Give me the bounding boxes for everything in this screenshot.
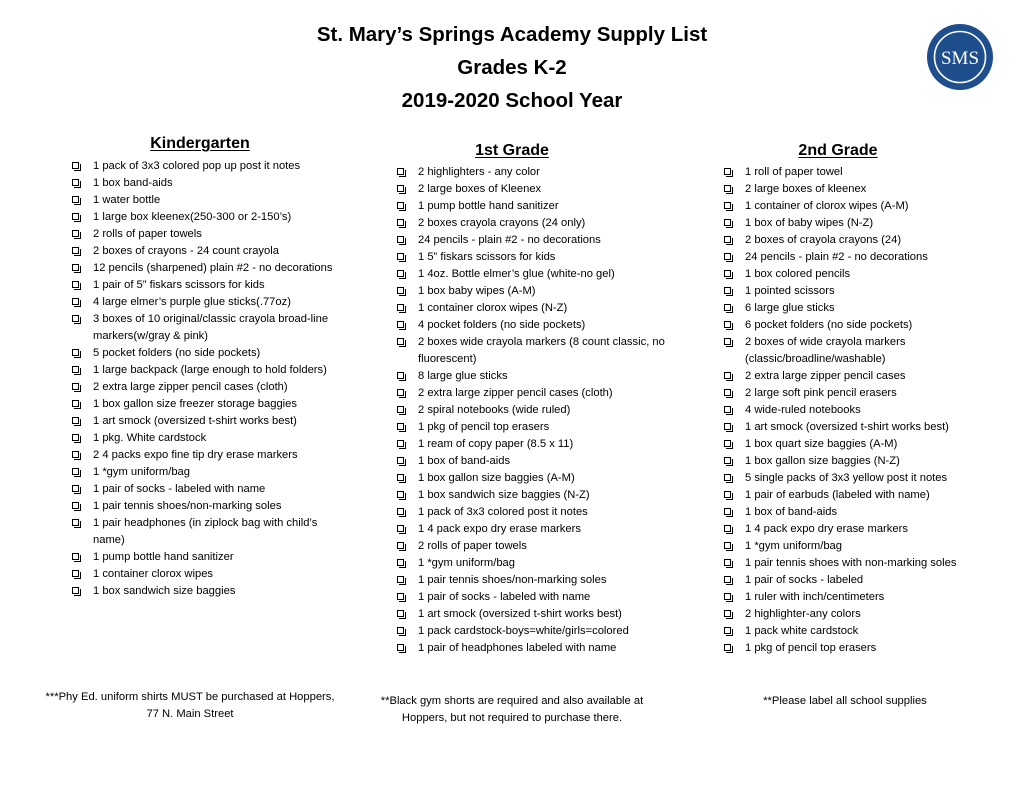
checkbox-icon — [72, 247, 79, 254]
checkbox-icon — [724, 270, 731, 277]
checkbox-icon — [72, 451, 79, 458]
checkbox-icon — [397, 338, 404, 345]
supply-item-text: 1 5” fiskars scissors for kids — [418, 251, 556, 263]
checkbox-icon — [72, 383, 79, 390]
supply-item — [72, 379, 344, 396]
checkbox-icon — [397, 236, 404, 243]
supply-item — [397, 504, 697, 521]
supply-item-text: 1 ruler with inch/centimeters — [745, 591, 885, 603]
supply-item-text: 1 4 pack expo dry erase markers — [418, 523, 581, 535]
supply-item-text: 2 highlighter-any colors — [745, 608, 861, 620]
checkbox-icon — [724, 236, 731, 243]
supply-item — [72, 226, 344, 243]
kindergarten-heading: Kindergarten — [150, 135, 250, 152]
supply-item — [397, 453, 697, 470]
grades-subtitle: Grades K-2 — [457, 56, 567, 79]
supply-item — [724, 385, 1006, 402]
checkbox-icon — [397, 219, 404, 226]
supply-item — [397, 521, 697, 538]
checkbox-icon — [397, 440, 404, 447]
supply-item-text: 4 pocket folders (no side pockets) — [418, 319, 586, 331]
supply-item-text: 1 pair tennis shoes with non-marking soles — [745, 557, 957, 569]
supply-item-text: 1 large backpack (large enough to hold folders) — [93, 364, 327, 376]
checkbox-icon — [72, 281, 79, 288]
checkbox-icon — [724, 338, 731, 345]
checkbox-icon — [397, 457, 404, 464]
checkbox-icon — [724, 202, 731, 209]
supply-item — [72, 498, 344, 515]
supply-item — [724, 334, 1006, 368]
supply-item — [724, 249, 1006, 266]
supply-item-text: 1 4oz. Bottle elmer’s glue (white-no gel) — [418, 268, 615, 280]
supply-item — [397, 487, 697, 504]
supply-item — [397, 640, 697, 657]
supply-item — [724, 555, 1006, 572]
supply-item-text: 1 pair headphones (in ziplock bag with child’s name) — [93, 517, 318, 546]
supply-item-text: 3 boxes of 10 original/classic crayola broad-line markers(w/gray & pink) — [93, 313, 329, 342]
supply-item-text: 6 large glue sticks — [745, 302, 835, 314]
checkbox-icon — [724, 253, 731, 260]
supply-item — [724, 300, 1006, 317]
checkbox-icon — [72, 315, 79, 322]
supply-item — [72, 430, 344, 447]
supply-item — [72, 192, 344, 209]
supply-item-text: 1 pointed scissors — [745, 285, 835, 297]
supply-item — [397, 589, 697, 606]
supply-item-text: 12 pencils (sharpened) plain #2 - no decorations — [93, 262, 333, 274]
checkbox-icon — [397, 389, 404, 396]
checkbox-icon — [397, 168, 404, 175]
supply-item — [397, 283, 697, 300]
supply-item-text: 1 *gym uniform/bag — [418, 557, 516, 569]
supply-item — [72, 362, 344, 379]
supply-item — [724, 232, 1006, 249]
supply-item-text: 2 extra large zipper pencil cases (cloth) — [418, 387, 613, 399]
supply-item-text: 24 pencils - plain #2 - no decorations — [418, 234, 601, 246]
checkbox-icon — [397, 372, 404, 379]
supply-item — [397, 266, 697, 283]
supply-item-text: 1 pair of earbuds (labeled with name) — [745, 489, 930, 501]
kindergarten-list — [72, 158, 344, 600]
supply-item-text: 1 pack of 3x3 colored pop up post it notes — [93, 160, 301, 172]
supply-item — [72, 209, 344, 226]
supply-item — [724, 504, 1006, 521]
supply-item — [72, 175, 344, 192]
supply-item-text: 1 art smock (oversized t-shirt works best) — [418, 608, 622, 620]
supply-item — [397, 402, 697, 419]
checkbox-icon — [724, 576, 731, 583]
supply-item — [72, 396, 344, 413]
supply-item — [724, 198, 1006, 215]
supply-item — [724, 215, 1006, 232]
grade2-note: **Please label all school supplies — [763, 695, 927, 707]
checkbox-icon — [724, 610, 731, 617]
supply-item — [724, 317, 1006, 334]
supply-item-text: 1 pack white cardstock — [745, 625, 859, 637]
supply-item-text: 2 boxes crayola crayons (24 only) — [418, 217, 586, 229]
checkbox-icon — [724, 559, 731, 566]
checkbox-icon — [72, 366, 79, 373]
grade1-list — [397, 164, 697, 657]
supply-item-text: 1 pair tennis shoes/non-marking soles — [93, 500, 282, 512]
supply-item — [397, 164, 697, 181]
supply-item-text: 1 pair of 5” fiskars scissors for kids — [93, 279, 265, 291]
supply-item — [72, 311, 344, 345]
supply-item — [397, 572, 697, 589]
supply-item-text: 2 large boxes of kleenex — [745, 183, 867, 195]
supply-item — [724, 470, 1006, 487]
supply-item — [397, 249, 697, 266]
supply-item-text: 1 pump bottle hand sanitizer — [418, 200, 559, 212]
checkbox-icon — [72, 213, 79, 220]
checkbox-icon — [397, 270, 404, 277]
supply-item-text: 1 box baby wipes (A-M) — [418, 285, 536, 297]
supply-item-text: 1 box of baby wipes (N-Z) — [745, 217, 874, 229]
checkbox-icon — [72, 196, 79, 203]
supply-item-text: 5 pocket folders (no side pockets) — [93, 347, 261, 359]
supply-item — [397, 419, 697, 436]
supply-item — [724, 453, 1006, 470]
checkbox-icon — [72, 519, 79, 526]
supply-item — [72, 260, 344, 277]
checkbox-icon — [397, 423, 404, 430]
supply-item-text: 2 large boxes of Kleenex — [418, 183, 542, 195]
checkbox-icon — [724, 627, 731, 634]
school-year: 2019-2020 School Year — [401, 89, 623, 112]
checkbox-icon — [724, 440, 731, 447]
supply-item — [724, 283, 1006, 300]
checkbox-icon — [72, 468, 79, 475]
supply-item — [724, 640, 1006, 657]
supply-item-text: 2 boxes of wide crayola markers (classic/broadline/washable) — [745, 336, 906, 365]
checkbox-icon — [724, 457, 731, 464]
checkbox-icon — [724, 491, 731, 498]
supply-item-text: 4 large elmer’s purple glue sticks(.77oz) — [93, 296, 291, 308]
supply-item-text: 2 rolls of paper towels — [93, 228, 202, 240]
supply-item-text: 2 extra large zipper pencil cases — [745, 370, 906, 382]
supply-item-text: 1 pkg. White cardstock — [93, 432, 207, 444]
supply-item-text: 2 highlighters - any color — [418, 166, 540, 178]
checkbox-icon — [397, 542, 404, 549]
supply-item — [397, 555, 697, 572]
supply-item — [397, 198, 697, 215]
supply-item-text: 24 pencils - plain #2 - no decorations — [745, 251, 928, 263]
supply-item — [72, 277, 344, 294]
checkbox-icon — [397, 287, 404, 294]
checkbox-icon — [72, 485, 79, 492]
checkbox-icon — [397, 304, 404, 311]
checkbox-icon — [397, 627, 404, 634]
supply-item-text: 1 large box kleenex(250-300 or 2-150’s) — [93, 211, 292, 223]
supply-item-text: 2 boxes of crayons - 24 count crayola — [93, 245, 279, 257]
checkbox-icon — [397, 474, 404, 481]
checkbox-icon — [724, 525, 731, 532]
supply-item-text: 2 large soft pink pencil erasers — [745, 387, 897, 399]
checkbox-icon — [724, 423, 731, 430]
checkbox-icon — [397, 406, 404, 413]
supply-item-text: 1 ream of copy paper (8.5 x 11) — [418, 438, 574, 450]
checkbox-icon — [72, 434, 79, 441]
supply-item-text: 1 pkg of pencil top erasers — [418, 421, 550, 433]
checkbox-icon — [397, 491, 404, 498]
supply-item — [397, 232, 697, 249]
supply-item — [724, 606, 1006, 623]
supply-item — [397, 334, 697, 368]
supply-item — [72, 345, 344, 362]
checkbox-icon — [724, 593, 731, 600]
supply-item-text: 2 rolls of paper towels — [418, 540, 527, 552]
supply-item-text: 1 art smock (oversized t-shirt works best) — [93, 415, 297, 427]
supply-item — [397, 317, 697, 334]
supply-item — [397, 181, 697, 198]
supply-item — [724, 419, 1006, 436]
supply-item — [724, 572, 1006, 589]
supply-item-text: 1 pair of socks - labeled — [745, 574, 864, 586]
supply-item-text: 1 box gallon size freezer storage baggies — [93, 398, 297, 410]
supply-item — [724, 368, 1006, 385]
checkbox-icon — [72, 587, 79, 594]
checkbox-icon — [72, 417, 79, 424]
supply-item — [72, 464, 344, 481]
supply-item — [72, 243, 344, 260]
checkbox-icon — [72, 502, 79, 509]
supply-item-text: 8 large glue sticks — [418, 370, 508, 382]
checkbox-icon — [72, 298, 79, 305]
supply-item — [397, 300, 697, 317]
checkbox-icon — [397, 202, 404, 209]
supply-item-text: 1 box colored pencils — [745, 268, 851, 280]
supply-item-text: 1 box gallon size baggies (A-M) — [418, 472, 575, 484]
supply-item — [72, 447, 344, 464]
supply-item — [724, 487, 1006, 504]
supply-item-text: 5 single packs of 3x3 yellow post it notes — [745, 472, 948, 484]
checkbox-icon — [397, 593, 404, 600]
supply-item — [72, 294, 344, 311]
grade1-note: **Black gym shorts are required and also available at Hoppers, but not required to purchase there. — [380, 695, 644, 724]
supply-item-text: 1 box quart size baggies (A-M) — [745, 438, 898, 450]
checkbox-icon — [724, 321, 731, 328]
supply-item-text: 1 art smock (oversized t-shirt works best) — [745, 421, 949, 433]
supply-item-text: 1 pair of socks - labeled with name — [93, 483, 266, 495]
supply-item-text: 1 *gym uniform/bag — [93, 466, 191, 478]
checkbox-icon — [397, 253, 404, 260]
supply-item-text: 1 pair of headphones labeled with name — [418, 642, 617, 654]
supply-item — [397, 470, 697, 487]
checkbox-icon — [72, 179, 79, 186]
supply-item-text: 1 pair tennis shoes/non-marking soles — [418, 574, 607, 586]
supply-item — [72, 549, 344, 566]
supply-item — [397, 436, 697, 453]
checkbox-icon — [397, 525, 404, 532]
supply-item-text: 1 roll of paper towel — [745, 166, 843, 178]
supply-item — [724, 589, 1006, 606]
supply-item-text: 1 pack cardstock-boys=white/girls=colored — [418, 625, 629, 637]
supply-item — [397, 538, 697, 555]
checkbox-icon — [397, 508, 404, 515]
checkbox-icon — [724, 474, 731, 481]
checkbox-icon — [724, 406, 731, 413]
supply-item — [397, 385, 697, 402]
grade2-heading: 2nd Grade — [798, 142, 878, 159]
checkbox-icon — [397, 559, 404, 566]
document-header — [0, 18, 1024, 117]
supply-item-text: 1 pkg of pencil top erasers — [745, 642, 877, 654]
supply-item-text: 6 pocket folders (no side pockets) — [745, 319, 913, 331]
supply-item-text: 2 boxes wide crayola markers (8 count classic, no fluorescent) — [418, 336, 665, 365]
supply-item-text: 1 container of clorox wipes (A-M) — [745, 200, 909, 212]
grade1-heading: 1st Grade — [475, 142, 549, 159]
checkbox-icon — [724, 185, 731, 192]
supply-item-text: 1 pump bottle hand sanitizer — [93, 551, 234, 563]
supply-item-text: 2 boxes of crayola crayons (24) — [745, 234, 902, 246]
supply-item — [724, 538, 1006, 555]
checkbox-icon — [724, 644, 731, 651]
supply-item — [724, 164, 1006, 181]
checkbox-icon — [72, 349, 79, 356]
supply-item — [397, 215, 697, 232]
supply-item-text: 1 pack of 3x3 colored post it notes — [418, 506, 588, 518]
document-title: St. Mary’s Springs Academy Supply List — [316, 23, 708, 46]
supply-item — [397, 606, 697, 623]
supply-item — [72, 583, 344, 600]
supply-item-text: 1 box sandwich size baggies (N-Z) — [418, 489, 590, 501]
supply-item — [724, 623, 1006, 640]
checkbox-icon — [397, 644, 404, 651]
supply-item-text: 2 4 packs expo fine tip dry erase markers — [93, 449, 298, 461]
supply-item — [724, 266, 1006, 283]
supply-item-text: 1 box sandwich size baggies — [93, 585, 236, 597]
checkbox-icon — [397, 185, 404, 192]
supply-item-text: 1 box of band-aids — [418, 455, 511, 467]
kindergarten-note: ***Phy Ed. uniform shirts MUST be purchased at Hoppers, 77 N. Main Street — [45, 691, 335, 720]
supply-item-text: 4 wide-ruled notebooks — [745, 404, 861, 416]
supply-item — [72, 481, 344, 498]
checkbox-icon — [724, 219, 731, 226]
supply-item-text: 2 extra large zipper pencil cases (cloth) — [93, 381, 288, 393]
supply-item-text: 1 box of band-aids — [745, 506, 838, 518]
supply-item — [72, 515, 344, 549]
grade2-list — [724, 164, 1006, 657]
checkbox-icon — [72, 264, 79, 271]
supply-item-text: 1 box band-aids — [93, 177, 173, 189]
checkbox-icon — [72, 400, 79, 407]
checkbox-icon — [724, 304, 731, 311]
checkbox-icon — [72, 553, 79, 560]
checkbox-icon — [724, 542, 731, 549]
supply-item — [397, 623, 697, 640]
supply-item-text: 1 *gym uniform/bag — [745, 540, 843, 552]
supply-item — [724, 436, 1006, 453]
supply-item-text: 1 container clorox wipes — [93, 568, 214, 580]
school-logo — [926, 23, 994, 91]
logo-monogram: SMS — [940, 48, 980, 69]
checkbox-icon — [72, 230, 79, 237]
supply-item-text: 1 container clorox wipes (N-Z) — [418, 302, 568, 314]
checkbox-icon — [397, 576, 404, 583]
supply-item-text: 1 pair of socks - labeled with name — [418, 591, 591, 603]
supply-item — [724, 181, 1006, 198]
supply-item-text: 1 box gallon size baggies (N-Z) — [745, 455, 900, 467]
checkbox-icon — [72, 570, 79, 577]
checkbox-icon — [397, 610, 404, 617]
checkbox-icon — [724, 168, 731, 175]
supply-item — [72, 413, 344, 430]
supply-item — [72, 158, 344, 175]
checkbox-icon — [724, 508, 731, 515]
supply-item — [72, 566, 344, 583]
supply-item — [397, 368, 697, 385]
checkbox-icon — [397, 321, 404, 328]
supply-item-text: 2 spiral notebooks (wide ruled) — [418, 404, 571, 416]
supply-item — [724, 521, 1006, 538]
checkbox-icon — [72, 162, 79, 169]
checkbox-icon — [724, 389, 731, 396]
supply-item-text: 1 4 pack expo dry erase markers — [745, 523, 908, 535]
supply-item — [724, 402, 1006, 419]
checkbox-icon — [724, 287, 731, 294]
checkbox-icon — [724, 372, 731, 379]
supply-item-text: 1 water bottle — [93, 194, 161, 206]
